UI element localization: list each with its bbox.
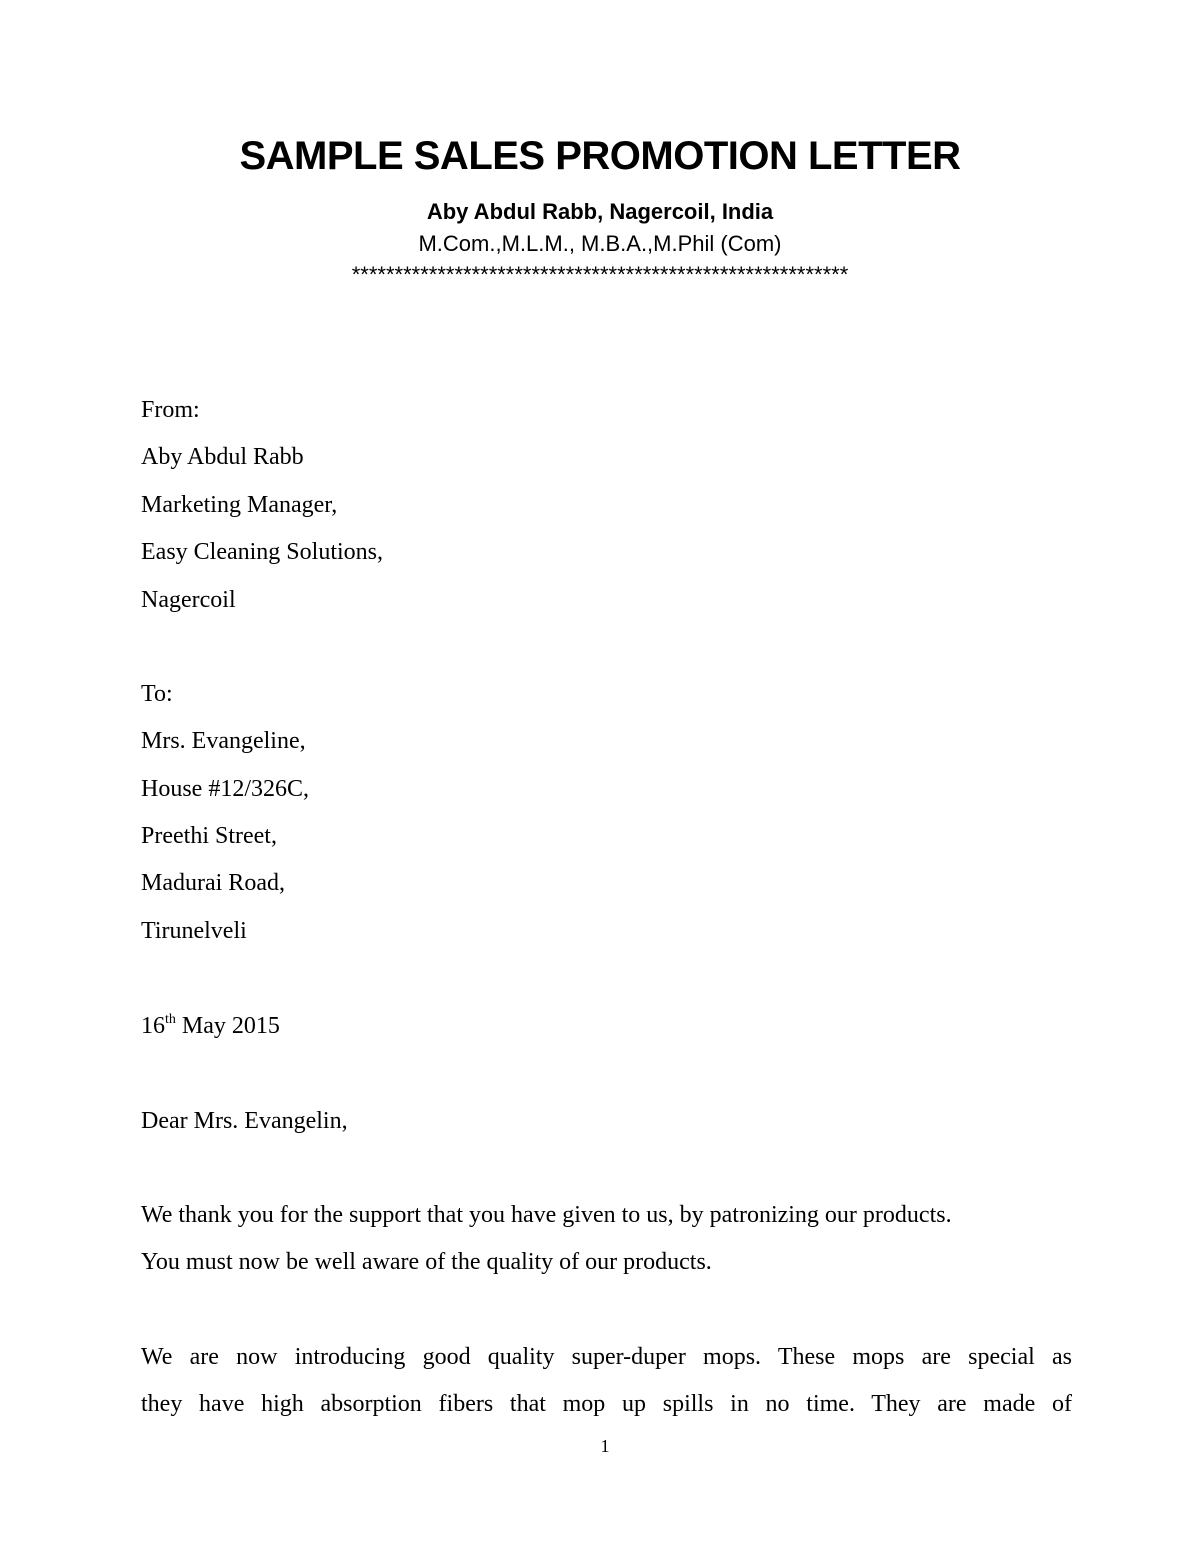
to-label: To:	[141, 681, 173, 707]
date-month-year: May 2015	[175, 1013, 280, 1039]
to-line: House #12/326C,	[141, 776, 309, 802]
page-number: 1	[600, 1436, 610, 1456]
date-day: 16	[141, 1013, 165, 1039]
document-title: SAMPLE SALES PROMOTION LETTER	[239, 134, 961, 178]
from-line: Aby Abdul Rabb	[141, 444, 304, 470]
paragraph-line: We are now introducing good quality super-duper mops. These mops are special as	[141, 1344, 1072, 1370]
date-suffix: th	[165, 1012, 176, 1027]
separator-line: **********************************************************	[351, 262, 849, 287]
salutation: Dear Mrs. Evangelin,	[141, 1108, 348, 1134]
letter-date	[141, 1012, 280, 1040]
to-line: Tirunelveli	[141, 918, 247, 944]
author-line: Aby Abdul Rabb, Nagercoil, India	[426, 199, 774, 224]
to-line: Mrs. Evangeline,	[141, 728, 306, 754]
paragraph-line: they have high absorption fibers that mop up spills in no time. They are made of	[141, 1391, 1072, 1417]
qualifications-line: M.Com.,M.L.M., M.B.A.,M.Phil (Com)	[418, 231, 782, 256]
from-line: Nagercoil	[141, 587, 236, 613]
to-line: Madurai Road,	[141, 870, 285, 896]
paragraph-line: You must now be well aware of the quality of our products.	[141, 1249, 712, 1275]
from-label: From:	[141, 397, 200, 423]
from-line: Marketing Manager,	[141, 492, 338, 518]
paragraph-line: We thank you for the support that you have given to us, by patronizing our products.	[141, 1202, 952, 1228]
from-line: Easy Cleaning Solutions,	[141, 539, 383, 565]
to-line: Preethi Street,	[141, 823, 277, 849]
